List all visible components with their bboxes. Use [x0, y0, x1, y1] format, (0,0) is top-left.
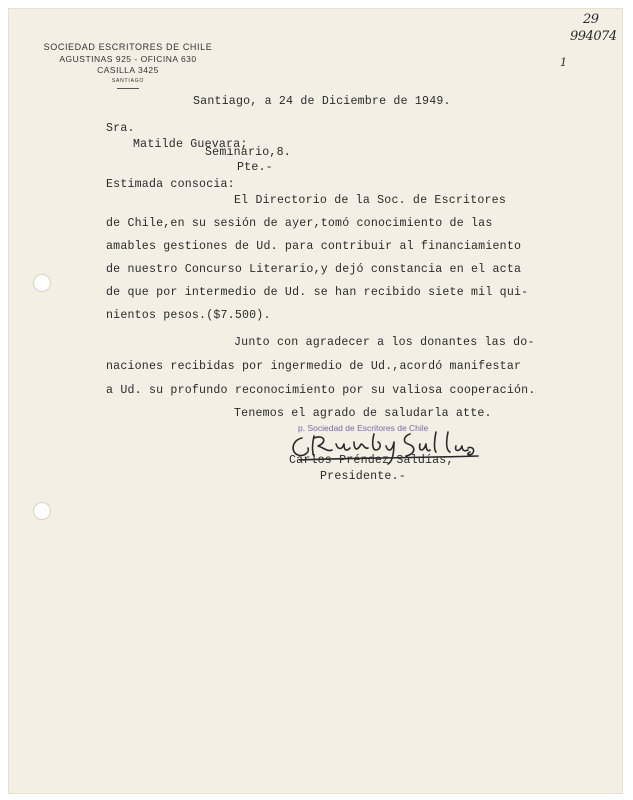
- body-line: El Directorio de la Soc. de Escritores: [234, 194, 506, 207]
- date-line: Santiago, a 24 de Diciembre de 1949.: [193, 95, 451, 108]
- archive-corner-mark: 1: [560, 56, 567, 69]
- letterhead-organization: SOCIEDAD ESCRITORES DE CHILE: [43, 42, 213, 52]
- signatory-name: Carlos Préndez Saldías,: [289, 454, 454, 467]
- recipient-city: Pte.-: [237, 161, 273, 174]
- body-line: amables gestiones de Ud. para contribuir al financiamiento: [106, 240, 522, 253]
- letter-page: [8, 8, 623, 794]
- signatory-title: Presidente.-: [320, 470, 406, 483]
- letterhead-city: SANTIAGO: [111, 77, 145, 84]
- body-line: de que por intermedio de Ud. se han recibido siete mil qui-: [106, 286, 529, 299]
- letterhead: [18, 42, 238, 89]
- body-line: nientos pesos.($7.500).: [106, 309, 271, 322]
- letterhead-divider: [117, 88, 139, 89]
- letterhead-address: AGUSTINAS 925 - OFICINA 630: [59, 53, 197, 64]
- punch-hole-bottom: [33, 502, 51, 520]
- body-line: naciones recibidas por ingermedio de Ud.,acordó manifestar: [106, 360, 522, 373]
- society-stamp: p. Sociedad de Escritores de Chile: [298, 423, 429, 433]
- recipient-title: Sra.: [106, 122, 135, 135]
- punch-hole-top: [33, 274, 51, 292]
- body-line: a Ud. su profundo reconocimiento por su valiosa cooperación.: [106, 384, 536, 397]
- archive-catalog-number: 994074: [570, 29, 617, 44]
- salutation: Estimada consocia:: [106, 178, 235, 191]
- body-line: de Chile,en su sesión de ayer,tomó conocimiento de las: [106, 217, 493, 230]
- body-line: Junto con agradecer a los donantes las do-: [234, 336, 535, 349]
- closing-line: Tenemos el agrado de saludarla atte.: [234, 407, 492, 420]
- letterhead-box: CASILLA 3425: [97, 65, 159, 75]
- archive-page-number: 29: [583, 12, 599, 27]
- body-line: de nuestro Concurso Literario,y dejó constancia en el acta: [106, 263, 522, 276]
- recipient-name: Matilde Guevara;: [133, 138, 248, 151]
- recipient-street: Seminario,8.: [205, 146, 291, 159]
